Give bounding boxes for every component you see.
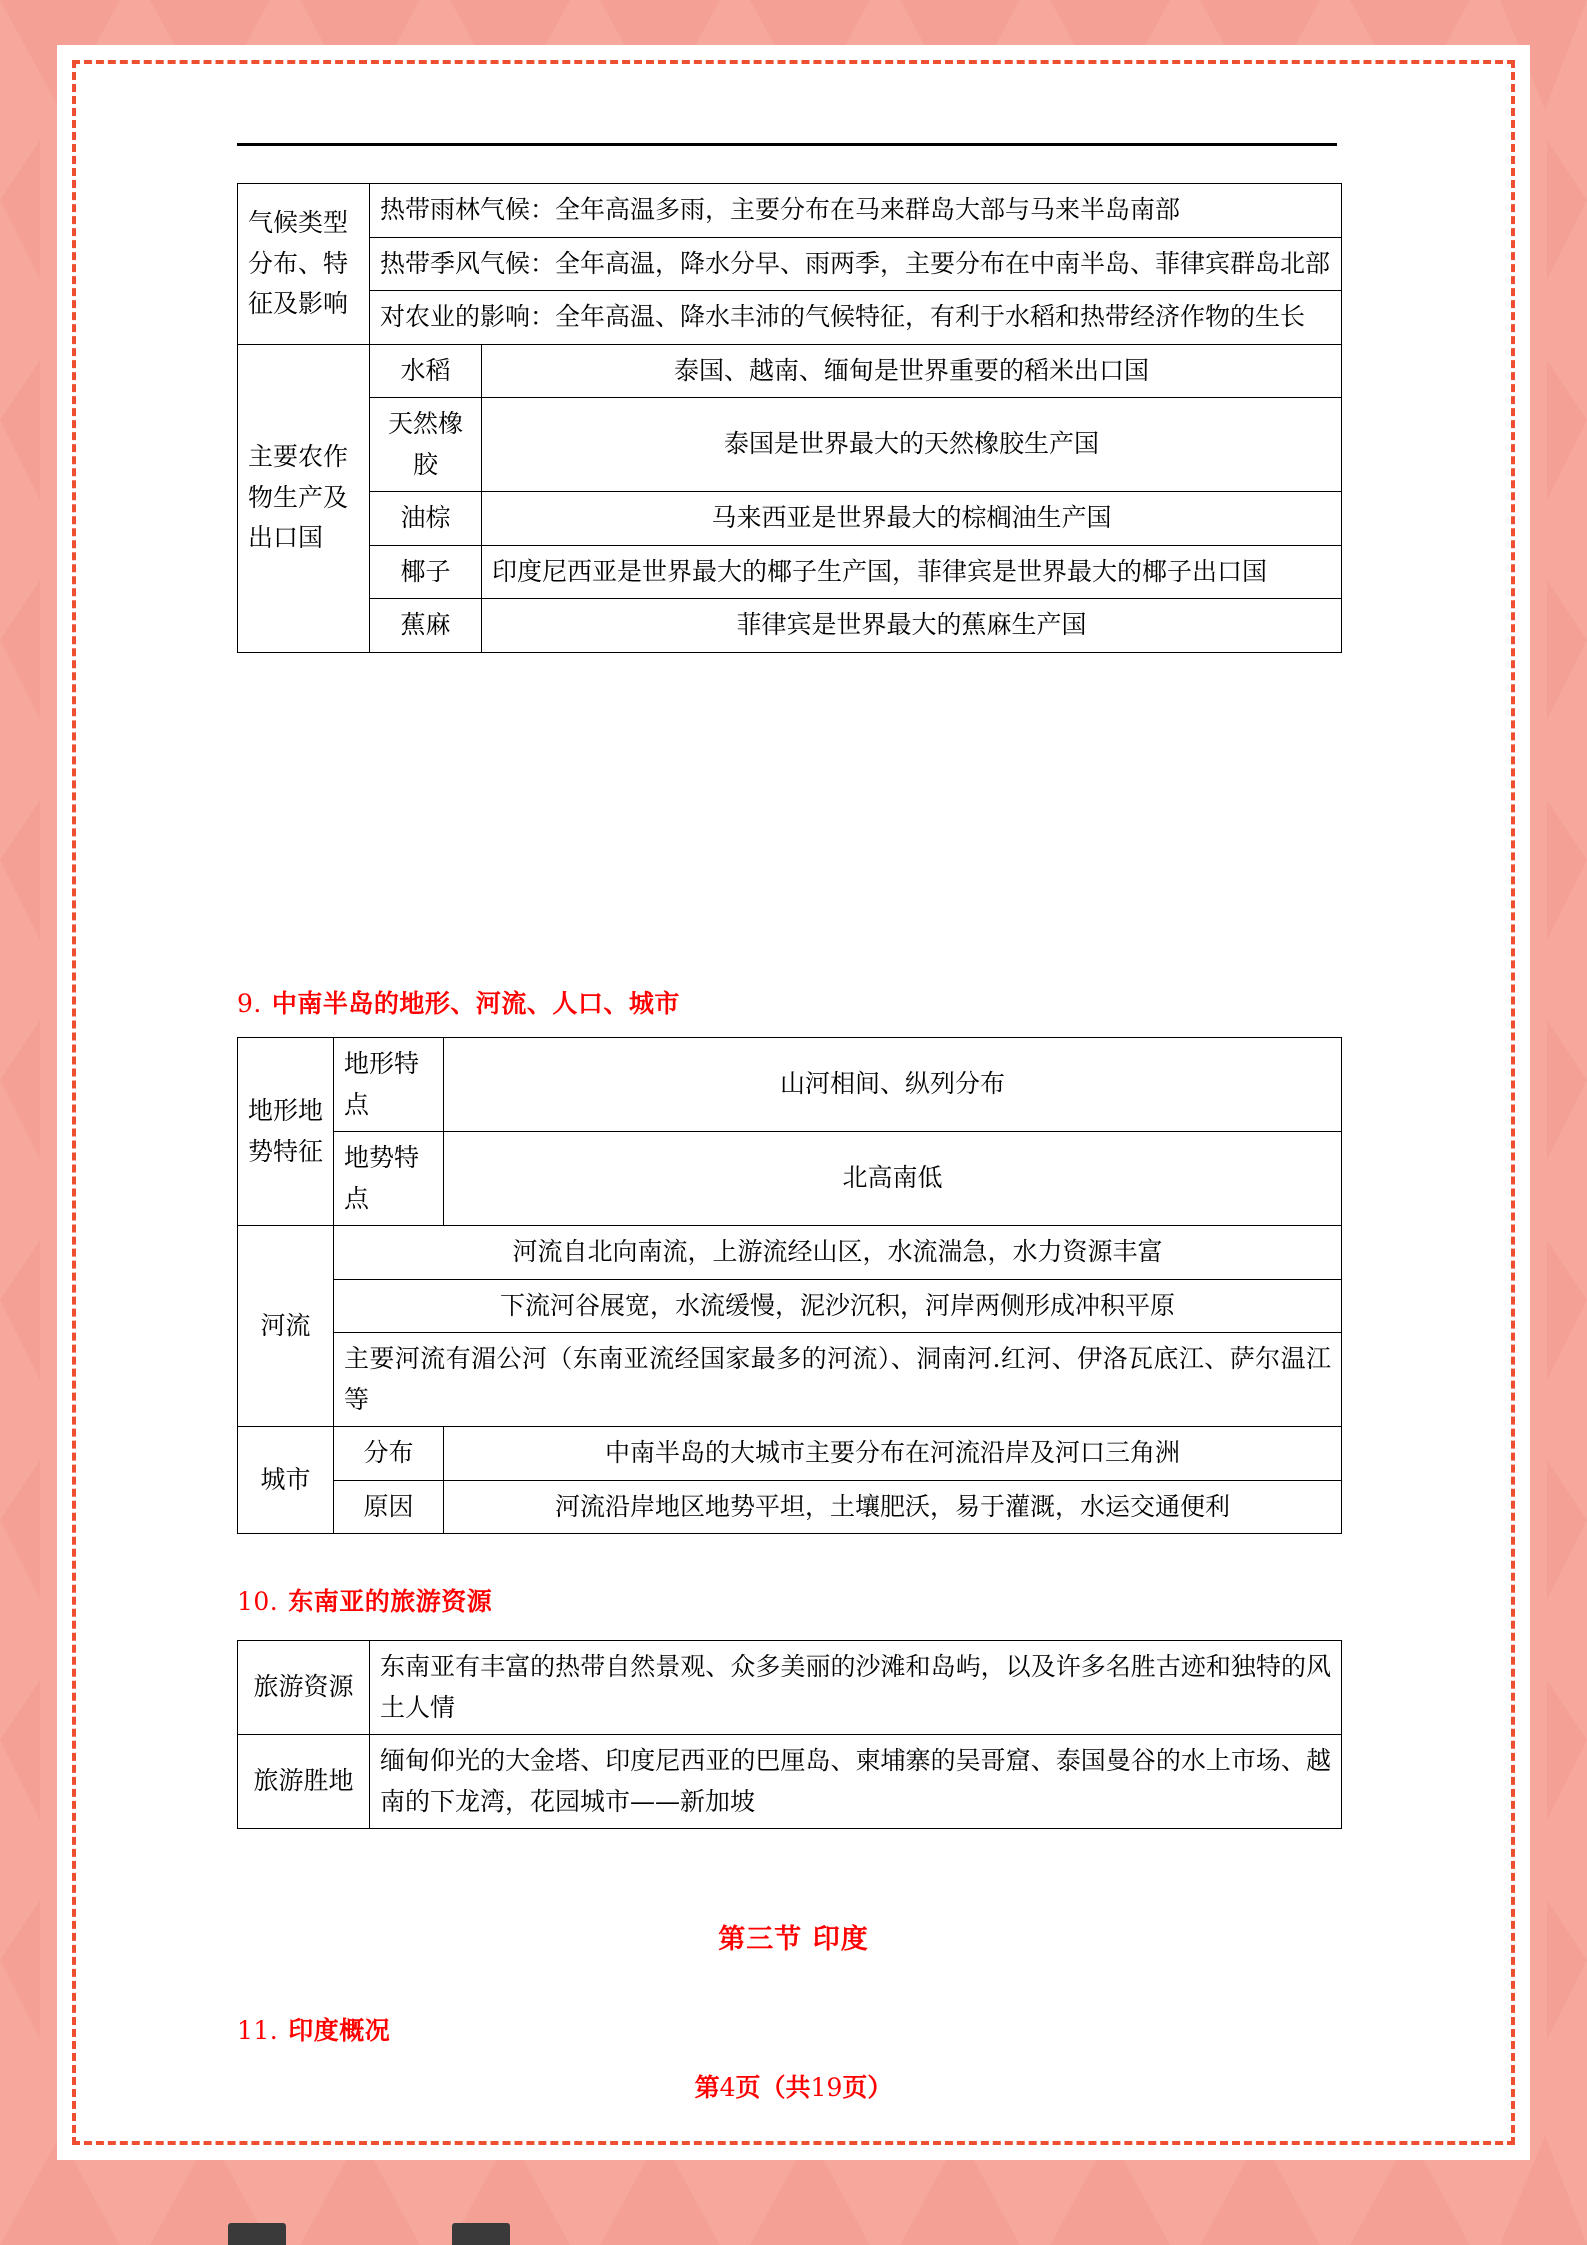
crop-name: 蕉麻 bbox=[370, 599, 482, 653]
climate-tropical-monsoon: 热带季风气候：全年高温，降水分早、雨两季，主要分布在中南半岛、菲律宾群岛北部 bbox=[370, 237, 1342, 291]
tourism-label: 旅游资源 bbox=[238, 1641, 370, 1735]
table-row bbox=[238, 398, 1342, 492]
table-row bbox=[238, 545, 1342, 599]
climate-and-crops-table bbox=[237, 183, 1342, 653]
tourism-table bbox=[237, 1640, 1342, 1829]
table-row bbox=[238, 492, 1342, 546]
section-number: 11. bbox=[237, 2016, 279, 2045]
river-description: 下流河谷展宽，水流缓慢，泥沙沉积，河岸两侧形成冲积平原 bbox=[334, 1279, 1342, 1333]
table-row bbox=[238, 344, 1342, 398]
table-row bbox=[238, 1038, 1342, 1132]
table-row bbox=[238, 184, 1342, 238]
terrain-feature-label: 地势特点 bbox=[334, 1132, 444, 1226]
crops-row-label: 主要农作物生产及出口国 bbox=[238, 344, 370, 652]
section-heading-10 bbox=[237, 1582, 492, 1618]
crop-description: 印度尼西亚是世界最大的椰子生产国，菲律宾是世界最大的椰子出口国 bbox=[482, 545, 1342, 599]
terrain-feature-value: 山河相间、纵列分布 bbox=[444, 1038, 1342, 1132]
climate-row-label: 气候类型分布、特征及影响 bbox=[238, 184, 370, 345]
footer-prefix: 第 bbox=[694, 2073, 720, 2102]
terrain-row-label: 地形地势特征 bbox=[238, 1038, 334, 1226]
section-heading-11 bbox=[237, 2011, 390, 2047]
city-aspect-value: 河流沿岸地区地势平坦，土壤肥沃，易于灌溉，水运交通便利 bbox=[444, 1480, 1342, 1534]
tourism-value: 东南亚有丰富的热带自然景观、众多美丽的沙滩和岛屿，以及许多名胜古迹和独特的风土人情 bbox=[370, 1641, 1342, 1735]
section-title: 印度概况 bbox=[288, 2016, 391, 2045]
terrain-feature-label: 地形特点 bbox=[334, 1038, 444, 1132]
city-aspect-label: 原因 bbox=[334, 1480, 444, 1534]
section-number: 9. bbox=[237, 989, 262, 1018]
indochina-peninsula-table bbox=[237, 1037, 1342, 1534]
crop-name: 水稻 bbox=[370, 344, 482, 398]
chapter-title: 第三节 印度 bbox=[718, 1924, 869, 1955]
footer-current-page: 4 bbox=[719, 2073, 736, 2102]
climate-tropical-rainforest: 热带雨林气候：全年高温多雨，主要分布在马来群岛大部与马来半岛南部 bbox=[370, 184, 1342, 238]
crop-name: 油棕 bbox=[370, 492, 482, 546]
footer-middle: 页（共 bbox=[735, 2073, 811, 2102]
tourism-label: 旅游胜地 bbox=[238, 1735, 370, 1829]
crop-description: 马来西亚是世界最大的棕榈油生产国 bbox=[482, 492, 1342, 546]
top-horizontal-rule bbox=[237, 143, 1337, 146]
table-row bbox=[238, 1641, 1342, 1735]
river-description: 主要河流有湄公河（东南亚流经国家最多的河流）、洞南河.红河、伊洛瓦底江、萨尔温江等 bbox=[334, 1333, 1342, 1427]
table-row bbox=[238, 1226, 1342, 1280]
table-row bbox=[238, 1333, 1342, 1427]
climate-agriculture-impact: 对农业的影响：全年高温、降水丰沛的气候特征，有利于水稻和热带经济作物的生长 bbox=[370, 291, 1342, 345]
footer-total-pages: 19 bbox=[810, 2073, 843, 2102]
table-row bbox=[238, 1132, 1342, 1226]
section-title: 中南半岛的地形、河流、人口、城市 bbox=[271, 989, 680, 1018]
footer-suffix: 页） bbox=[842, 2073, 893, 2102]
river-row-label: 河流 bbox=[238, 1226, 334, 1427]
table-row bbox=[238, 1480, 1342, 1534]
river-description: 河流自北向南流，上游流经山区，水流湍急，水力资源丰富 bbox=[334, 1226, 1342, 1280]
crop-description: 泰国、越南、缅甸是世界重要的稻米出口国 bbox=[482, 344, 1342, 398]
crop-name: 椰子 bbox=[370, 545, 482, 599]
city-row-label: 城市 bbox=[238, 1427, 334, 1534]
table-row bbox=[238, 1279, 1342, 1333]
terrain-feature-value: 北高南低 bbox=[444, 1132, 1342, 1226]
city-aspect-label: 分布 bbox=[334, 1427, 444, 1481]
table-row bbox=[238, 599, 1342, 653]
section-heading-9 bbox=[237, 984, 680, 1020]
section-title: 东南亚的旅游资源 bbox=[288, 1587, 493, 1616]
city-aspect-value: 中南半岛的大城市主要分布在河流沿岸及河口三角洲 bbox=[444, 1427, 1342, 1481]
crop-description: 菲律宾是世界最大的蕉麻生产国 bbox=[482, 599, 1342, 653]
section-number: 10. bbox=[237, 1587, 279, 1616]
crop-description: 泰国是世界最大的天然橡胶生产国 bbox=[482, 398, 1342, 492]
table-row bbox=[238, 1735, 1342, 1829]
table-row bbox=[238, 291, 1342, 345]
table-row bbox=[238, 1427, 1342, 1481]
table-row bbox=[238, 237, 1342, 291]
page-number-footer bbox=[0, 2068, 1587, 2104]
tourism-value: 缅甸仰光的大金塔、印度尼西亚的巴厘岛、柬埔寨的吴哥窟、泰国曼谷的水上市场、越南的下龙湾，花园城市——新加坡 bbox=[370, 1735, 1342, 1829]
crop-name: 天然橡胶 bbox=[370, 398, 482, 492]
